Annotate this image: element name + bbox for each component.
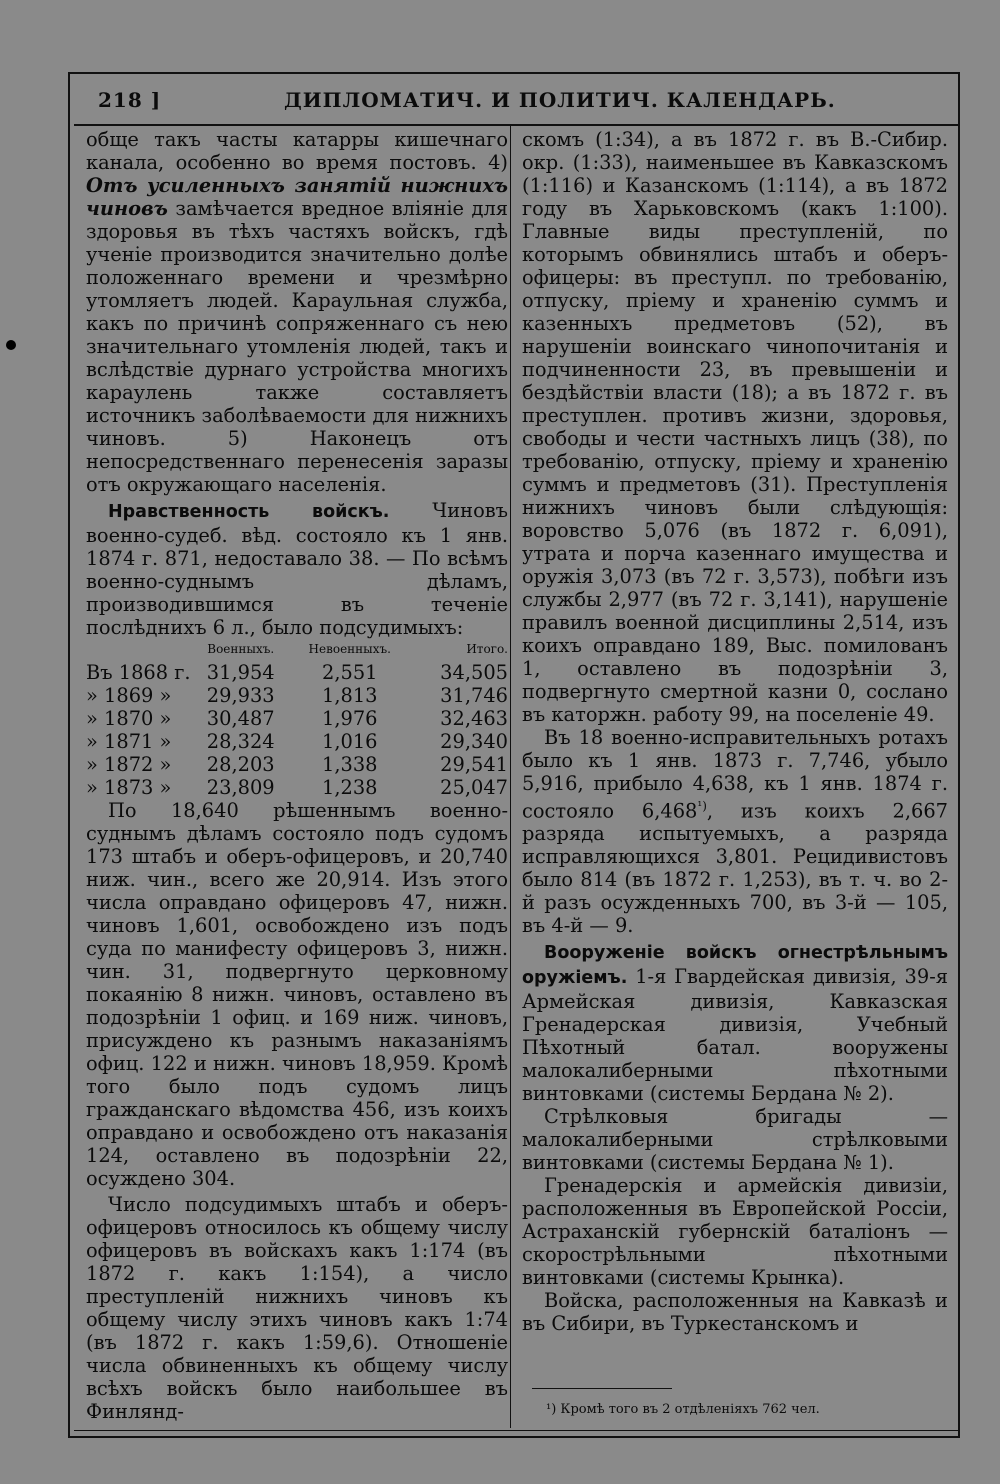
- paragraph: скомъ (1:34), а въ 1872 г. въ В.-Сибир. окр. (1:33), наименьшее въ Кавказскомъ (1:116) и Казанскомъ (1:114), а въ 1872 году въ Харьковскомъ (какъ 1:100). Главные виды преступленій, по которымъ обвинялись штабъ и оберъ-офицеры: въ преступл. по требованію, отпуску, пріему и храненію суммъ и казенныхъ предметовъ (52), въ нарушеніи воинскаго чинопочитанія и подчиненности 23, въ превышеніи и бездѣйствіи власти (18); а въ 1872 г. въ преступлен. противъ жизни, здоровья, свободы и чести частныхъ лицъ (38), по требованію, отпуску, пріему и храненію суммъ и предметовъ (31). Преступленія нижнихъ чиновъ были слѣдующія: воровство 5,076 (въ 1872 г. 6,091), утрата и порча казеннаго имущества и оружія 3,073 (въ 72 г. 3,573), побѣги изъ службы 2,977 (въ 72 г. 3,141), нарушеніе правилъ военной дисциплины 2,514, изъ коихъ оправдано 189, Выс. помилованъ 1, оставлено въ подозрѣніи 3, подвергнуто смертной казни 0, сослано въ каторжн. работу 99, на поселеніе 49.: [522, 128, 948, 726]
- frame-bottom-rule: [74, 1430, 958, 1431]
- section-heading: Вооруженіе войскъ огнестрѣльнымъ оружіемъ.: [522, 943, 948, 989]
- section-heading: Нравственность войскъ.: [108, 502, 390, 522]
- paragraph: Число подсудимыхъ штабъ и оберъ-офицеровъ относилось къ общему числу офицеровъ въ войскахъ какъ 1:174 (въ 1872 г. какъ 1:154), а число преступленій нижнихъ чиновъ къ общему числу этихъ чиновъ какъ 1:74 (въ 1872 г. какъ 1:59,6). Отношеніе числа обвиненныхъ къ общему числу всѣхъ войскъ было наибольшее въ Финлянд-: [86, 1193, 508, 1423]
- ink-smudge: [6, 340, 16, 350]
- table-header: Военныхъ.: [207, 642, 275, 656]
- paragraph: Въ 18 военно-исправительныхъ ротахъ было къ 1 янв. 1873 г. 7,746, убыло 5,916, прибыло 4,638, къ 1 янв. 1874 г. состояло $6,468^{^1)}$, изъ коихъ 2,667 разряда испытуемыхъ, а разряда исправляющихся 3,801. Рецидивистовъ было 814 (въ 1872 г. 1,253), въ т. ч. во 2-й разъ осужденныхъ 700, въ 3-й — 105, въ 4-й — 9.: [522, 726, 948, 938]
- table-row: » 1872 » 28,203 1,338 29,541: [86, 753, 508, 776]
- paragraph: Стрѣлковыя бригады — малокалиберными стрѣлковыми винтовками (системы Бердана № 1).: [522, 1105, 948, 1175]
- paragraph: Вооруженіе войскъ огнестрѣльнымъ оружіемъ. 1-я Гвардейская дивизія, 39-я Армейская дивизія, Кавказская Гренадерская дивизія, Учебный Пѣхотный батал. вооружены малокалиберными пѣхотными винтовками (системы Бердана № 2).: [522, 943, 948, 1106]
- column-divider: [510, 126, 511, 1428]
- paragraph: Нравственность войскъ. Чиновъ военно-судеб. вѣд. состояло къ 1 янв. 1874 г. 871, недоставало 38. — По всѣмъ военно-суднымъ дѣламъ, производившимся въ теченіе послѣднихъ 6 л., было подсудимыхъ:: [86, 499, 508, 639]
- paragraph: обще такъ часты катарры кишечнаго канала, особенно во время постовъ. 4) Отъ усиленныхъ занятій нижнихъ чиновъ замѣчается вредное вліяніе для здоровья въ тѣхъ частяхъ войскъ, гдѣ ученіе производится значительно долѣе положеннаго времени и чрезмѣрно утомляетъ людей. Караульная служба, какъ по причинѣ сопряженнаго съ нею значительнаго утомленія людей, такъ и вслѣдствіе дурнаго устройства многихъ караулень также составляетъ источникъ заболѣваемости для нижнихъ чиновъ. 5) Наконецъ отъ непосредственнаго перенесенія заразы отъ окружающаго населенія.: [86, 128, 509, 496]
- footnote-rule: [532, 1388, 672, 1389]
- table-row: » 1869 » 29,933 1,813 31,746: [86, 684, 508, 707]
- table-header: Итого.: [466, 642, 508, 656]
- running-title: ДИПЛОМАТИЧ. И ПОЛИТИЧ. КАЛЕНДАРЬ.: [284, 88, 836, 112]
- table-header: Невоенныхъ.: [308, 642, 391, 656]
- table-row: » 1870 » 30,487 1,976 32,463: [86, 707, 508, 730]
- paragraph: Войска, расположенныя на Кавказѣ и въ Сибири, въ Туркестанскомъ и: [522, 1289, 948, 1336]
- footnote-mark: ¹): [697, 799, 707, 813]
- italic-phrase: Отъ усиленныхъ занятій нижнихъ чиновъ: [86, 174, 508, 220]
- paragraph: Гренадерскія и армейскія дивизіи, расположенныя въ Европейской Россіи, Астраханскій губернскій баталіонъ — скорострѣльными пѣхотными винтовками (системы Крынка).: [522, 1174, 948, 1290]
- footnote: ¹) Кромѣ того въ 2 отдѣленіяхъ 762 чел.: [546, 1402, 820, 1417]
- defendants-table: [86, 639, 508, 799]
- left-column: [86, 128, 508, 1423]
- header-rule: [74, 124, 958, 126]
- page-header: [70, 80, 958, 120]
- table-header: [86, 639, 192, 661]
- page-number: 218 ]: [98, 88, 162, 112]
- table-row: » 1871 » 28,324 1,016 29,340: [86, 730, 508, 753]
- table-row: » 1873 » 23,809 1,238 25,047: [86, 776, 508, 799]
- right-column: [522, 128, 948, 1335]
- paragraph: По 18,640 рѣшеннымъ военно-суднымъ дѣламъ состояло подъ судомъ 173 штабъ и оберъ-офицеровъ, и 20,740 ниж. чин., всего же 20,914. Изъ этого числа оправдано офицеровъ 47, нижн. чиновъ 1,601, освобождено изъ подъ суда по манифесту офицеровъ 3, нижн. чин. 31, подвергнуто церковному покаянію 8 нижн. чиновъ, оставлено въ подозрѣніи 1 офиц. и 169 ниж. чиновъ, присуждено къ разнымъ наказаніямъ офиц. 122 и нижн. чиновъ 18,959. Кромѣ того было подъ судомъ лицъ гражданскаго вѣдомства 456, изъ коихъ оправдано и освобождено отъ наказанія 124, оставлено въ подозрѣніи 22, осуждено 304.: [86, 799, 508, 1190]
- table-row: Въ 1868 г. 31,954 2,551 34,505: [86, 661, 508, 684]
